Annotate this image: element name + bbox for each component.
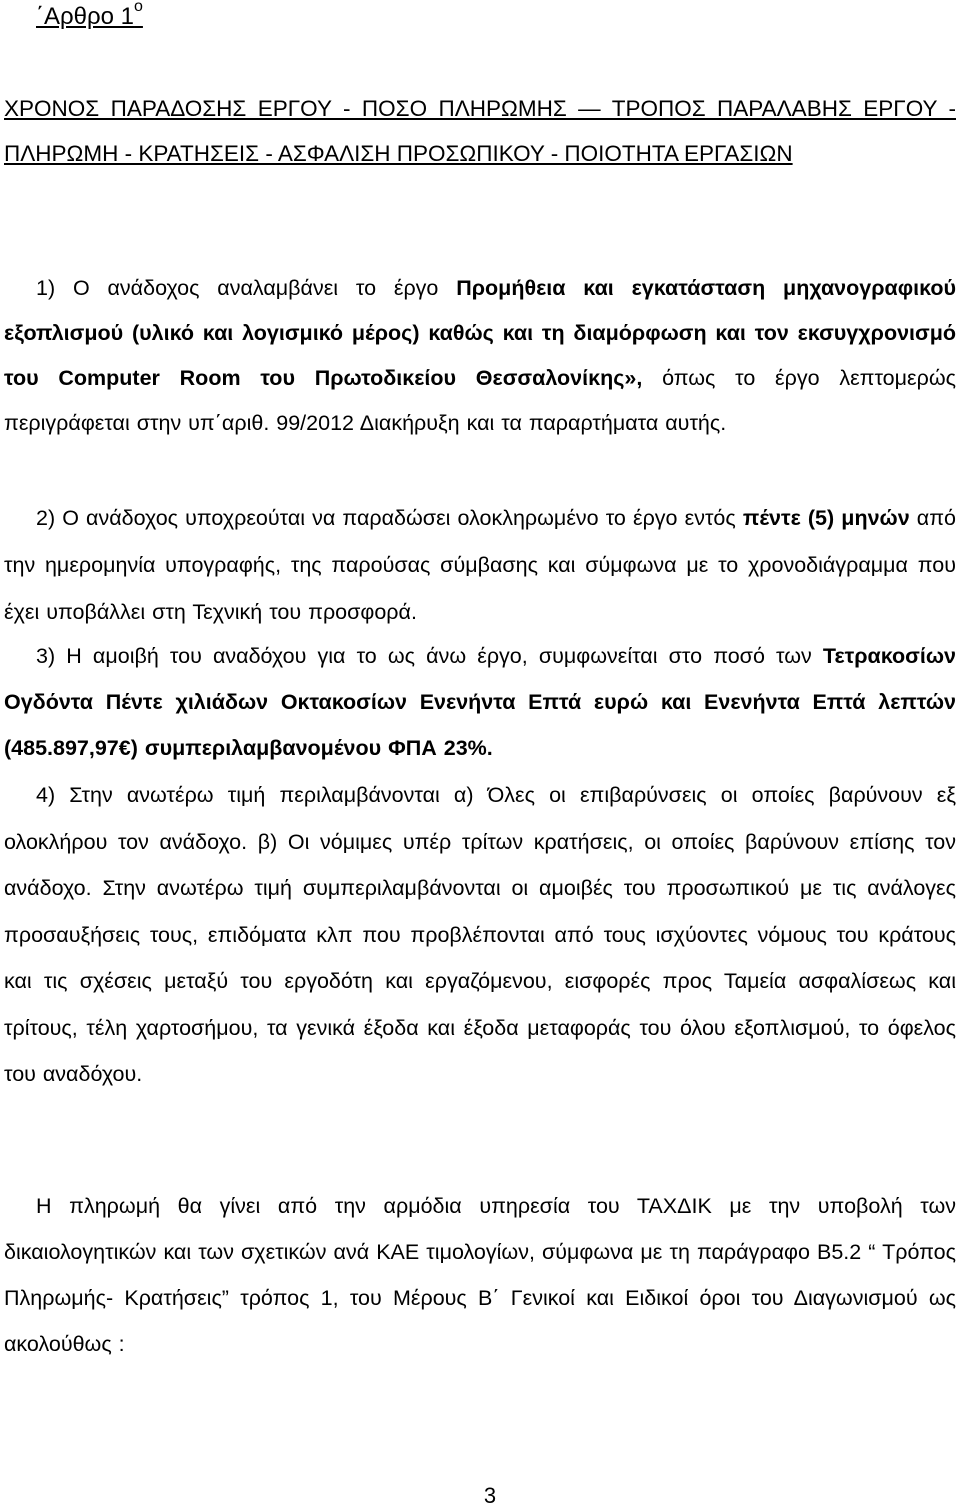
article-title — [36, 2, 143, 31]
paragraph-2-text: 2) Ο ανάδοχος υποχρεούται να παραδώσει ολοκληρωμένο το έργο εντός — [36, 506, 743, 530]
paragraph-2 — [4, 495, 956, 636]
paragraph-3-amount: Τετρακοσίων Ογδόντα Πέντε χιλιάδων Οκτακοσίων Ενενήντα Επτά ευρώ και Ενενήντα Επτά λεπτών (485.897,97€) συμπεριλαμβανομένου ΦΠΑ 23%. — [4, 644, 956, 760]
paragraph-5: Η πληρωμή θα γίνει από την αρμόδια υπηρεσία του ΤΑΧΔΙΚ με την υποβολή των δικαιολογητικών και των σχετικών ανά ΚΑΕ τιμολογίων, σύμφωνα με τη παράγραφο Β5.2 “ Τρόπος Πληρωμής- Κρατήσεις” τρόπος 1, του Μέρους Β΄ Γενικοί και Ειδικοί όροι του Διαγωνισμού ως ακολούθως : — [4, 1194, 956, 1356]
paragraph-4: 4) Στην ανωτέρω τιμή περιλαμβάνονται α) Όλες οι επιβαρύνσεις οι οποίες βαρύνουν εξ ολοκλήρου τον ανάδοχο. β) Οι νόμιμες υπέρ τρίτων κρατήσεις, οι οποίες βαρύνουν επίσης τον ανάδοχο. Στην ανωτέρω τιμή συμπεριλαμβάνονται οι αμοιβές του προσωπικού με τις ανάλογες προσαυξήσεις τους, επιδόματα κλπ που προβλέπονται από τους ισχύοντες νόμους του κράτους και τις σχέσεις μεταξύ του εργοδότη και εργαζόμενου, εισφορές προς Ταμεία ασφαλίσεως και τρίτους, τέλη χαρτοσήμου, τα γενικά έξοδα και έξοδα μεταφοράς του όλου εξοπλισμού, το όφελος του αναδόχου. — [4, 783, 956, 1086]
article-title-text: ΄Αρθρο 1 — [36, 3, 135, 30]
paragraph-2-text-end: από την ημερομηνία υπογραφής, της παρούσας σύμβασης και σύμφωνα με το χρονοδιάγραμμα που έχει υποβάλλει στη Τεχνική του προσφορά. — [4, 506, 956, 624]
paragraph-3 — [4, 633, 956, 771]
section-heading: ΧΡΟΝΟΣ ΠΑΡΑΔΟΣΗΣ ΕΡΓΟΥ - ΠΟΣΟ ΠΛΗΡΩΜΗΣ — ΤΡΟΠΟΣ ΠΑΡΑΛΑΒΗΣ ΕΡΓΟΥ - ΠΛΗΡΩΜΗ - ΚΡΑΤΗΣΕΙΣ - ΑΣΦΑΛΙΣΗ ΠΡΟΣΩΠΙΚΟΥ - ΠΟΙΟΤΗΤΑ ΕΡΓΑΣΙΩΝ — [4, 96, 956, 166]
paragraph-2-deadline: πέντε (5) μηνών — [742, 506, 910, 530]
article-title-superscript: ο — [134, 0, 143, 15]
page-number: 3 — [483, 1483, 497, 1508]
paragraph-3-text: 3) Η αμοιβή του αναδόχου για το ως άνω έργο, συμφωνείται στο ποσό των — [36, 644, 823, 668]
paragraph-1-text-end: όπως το έργο λεπτομερώς περιγράφεται στην υπ΄αριθ. 99/2012 Διακήρυξη και τα παραρτήματα αυτής. — [4, 366, 956, 435]
paragraph-1-project-title: Προμήθεια και εγκατάσταση μηχανογραφικού εξοπλισμού (υλικό και λογισμικό μέρος) καθώς και τη διαμόρφωση και τον εκσυγχρονισμό του Computer Room του Πρωτοδικείου Θεσσαλονίκης», — [4, 276, 956, 390]
paragraph-1-text: 1) Ο ανάδοχος αναλαμβάνει το έργο — [36, 276, 457, 300]
paragraph-1 — [4, 266, 956, 446]
